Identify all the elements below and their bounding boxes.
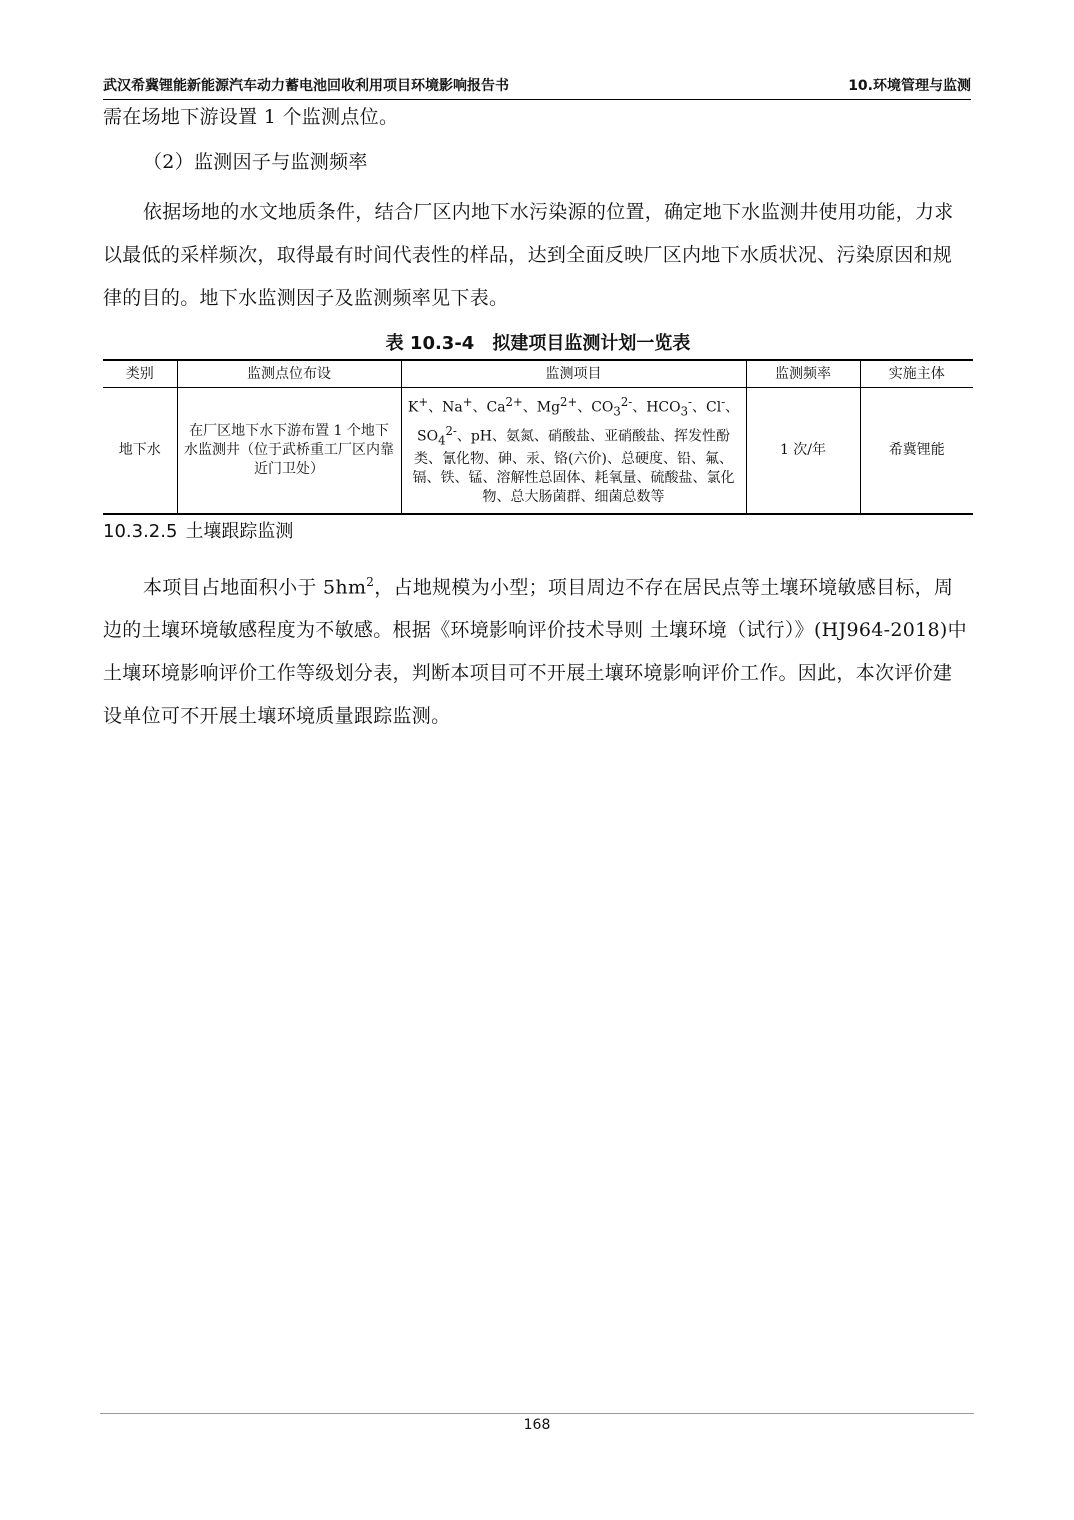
page-number: 168 [523,1417,551,1433]
subheading-monitoring-factors: （2）监测因子与监测频率 [143,151,368,173]
header-location: 监测点位布设 [177,360,401,388]
table-caption-title: 拟建项目监测计划一览表 [492,333,691,354]
section-heading-soil-monitoring [103,518,293,546]
cell-items: K+、Na+、$Ca^{2+}$、$Mg^{2+}$、$CO_3^{2-}$、$HCO_3^-$、Cl-、$SO_4^{2-}$、pH、氨氮、硝酸盐、亚硝酸盐、挥发性酚类、氰化物、砷、汞、铬(六价)、总硬度、铅、氟、镉、铁、锰、溶解性总固体、耗氧量、硫酸盐、氯化物、总大肠菌群、细菌总数等 [401,388,746,514]
header-document-title: 武汉希冀锂能新能源汽车动力蓄电池回收利用项目环境影响报告书 [103,78,509,94]
monitoring-plan-table [103,359,973,515]
header-entity: 实施主体 [860,360,973,388]
section-number: 10.3.2.5 [103,521,178,542]
footer-divider [100,1413,974,1414]
paragraph-soil-monitoring: 本项目占地面积小于 $5hm^2$，占地规模为小型；项目周边不存在居民点等土壤环境敏感目标，周边的土壤环境敏感程度为不敏感。根据《环境影响评价技术导则 土壤环境（试行）》(HJ964-2018)中土壤环境影响评价工作等级划分表，判断本项目可不开展土壤环境影响评价工作。因此，本次评价建设单位可不开展土壤环境质量跟踪监测。 [103,575,967,728]
cell-frequency: 1 次/年 [746,388,860,514]
header-items: 监测项目 [401,360,746,388]
header-category: 类别 [103,360,177,388]
table-header-row [103,360,973,388]
header-frequency: 监测频率 [746,360,860,388]
paragraph-1: 需在场地下游设置 1 个监测点位。 [103,106,399,128]
paragraph-monitoring-description: 依据场地的水文地质条件，结合厂区内地下水污染源的位置，确定地下水监测井使用功能，力求以最低的采样频次，取得最有时间代表性的样品，达到全面反映厂区内地下水质状况、污染原因和规律的目的。地下水监测因子及监测频率见下表。 [103,201,954,309]
table-caption-number: 表 10.3-4 [385,333,475,354]
cell-location: 在厂区地下水下游布置 1 个地下水监测井（位于武桥重工厂区内靠近门卫处） [177,388,401,514]
table-row [103,388,973,514]
cell-entity: 希冀锂能 [860,388,973,514]
cell-category: 地下水 [103,388,177,514]
section-title: 土壤跟踪监测 [185,521,294,542]
table-caption [103,330,973,358]
header-chapter-title: 10.环境管理与监测 [848,78,971,94]
